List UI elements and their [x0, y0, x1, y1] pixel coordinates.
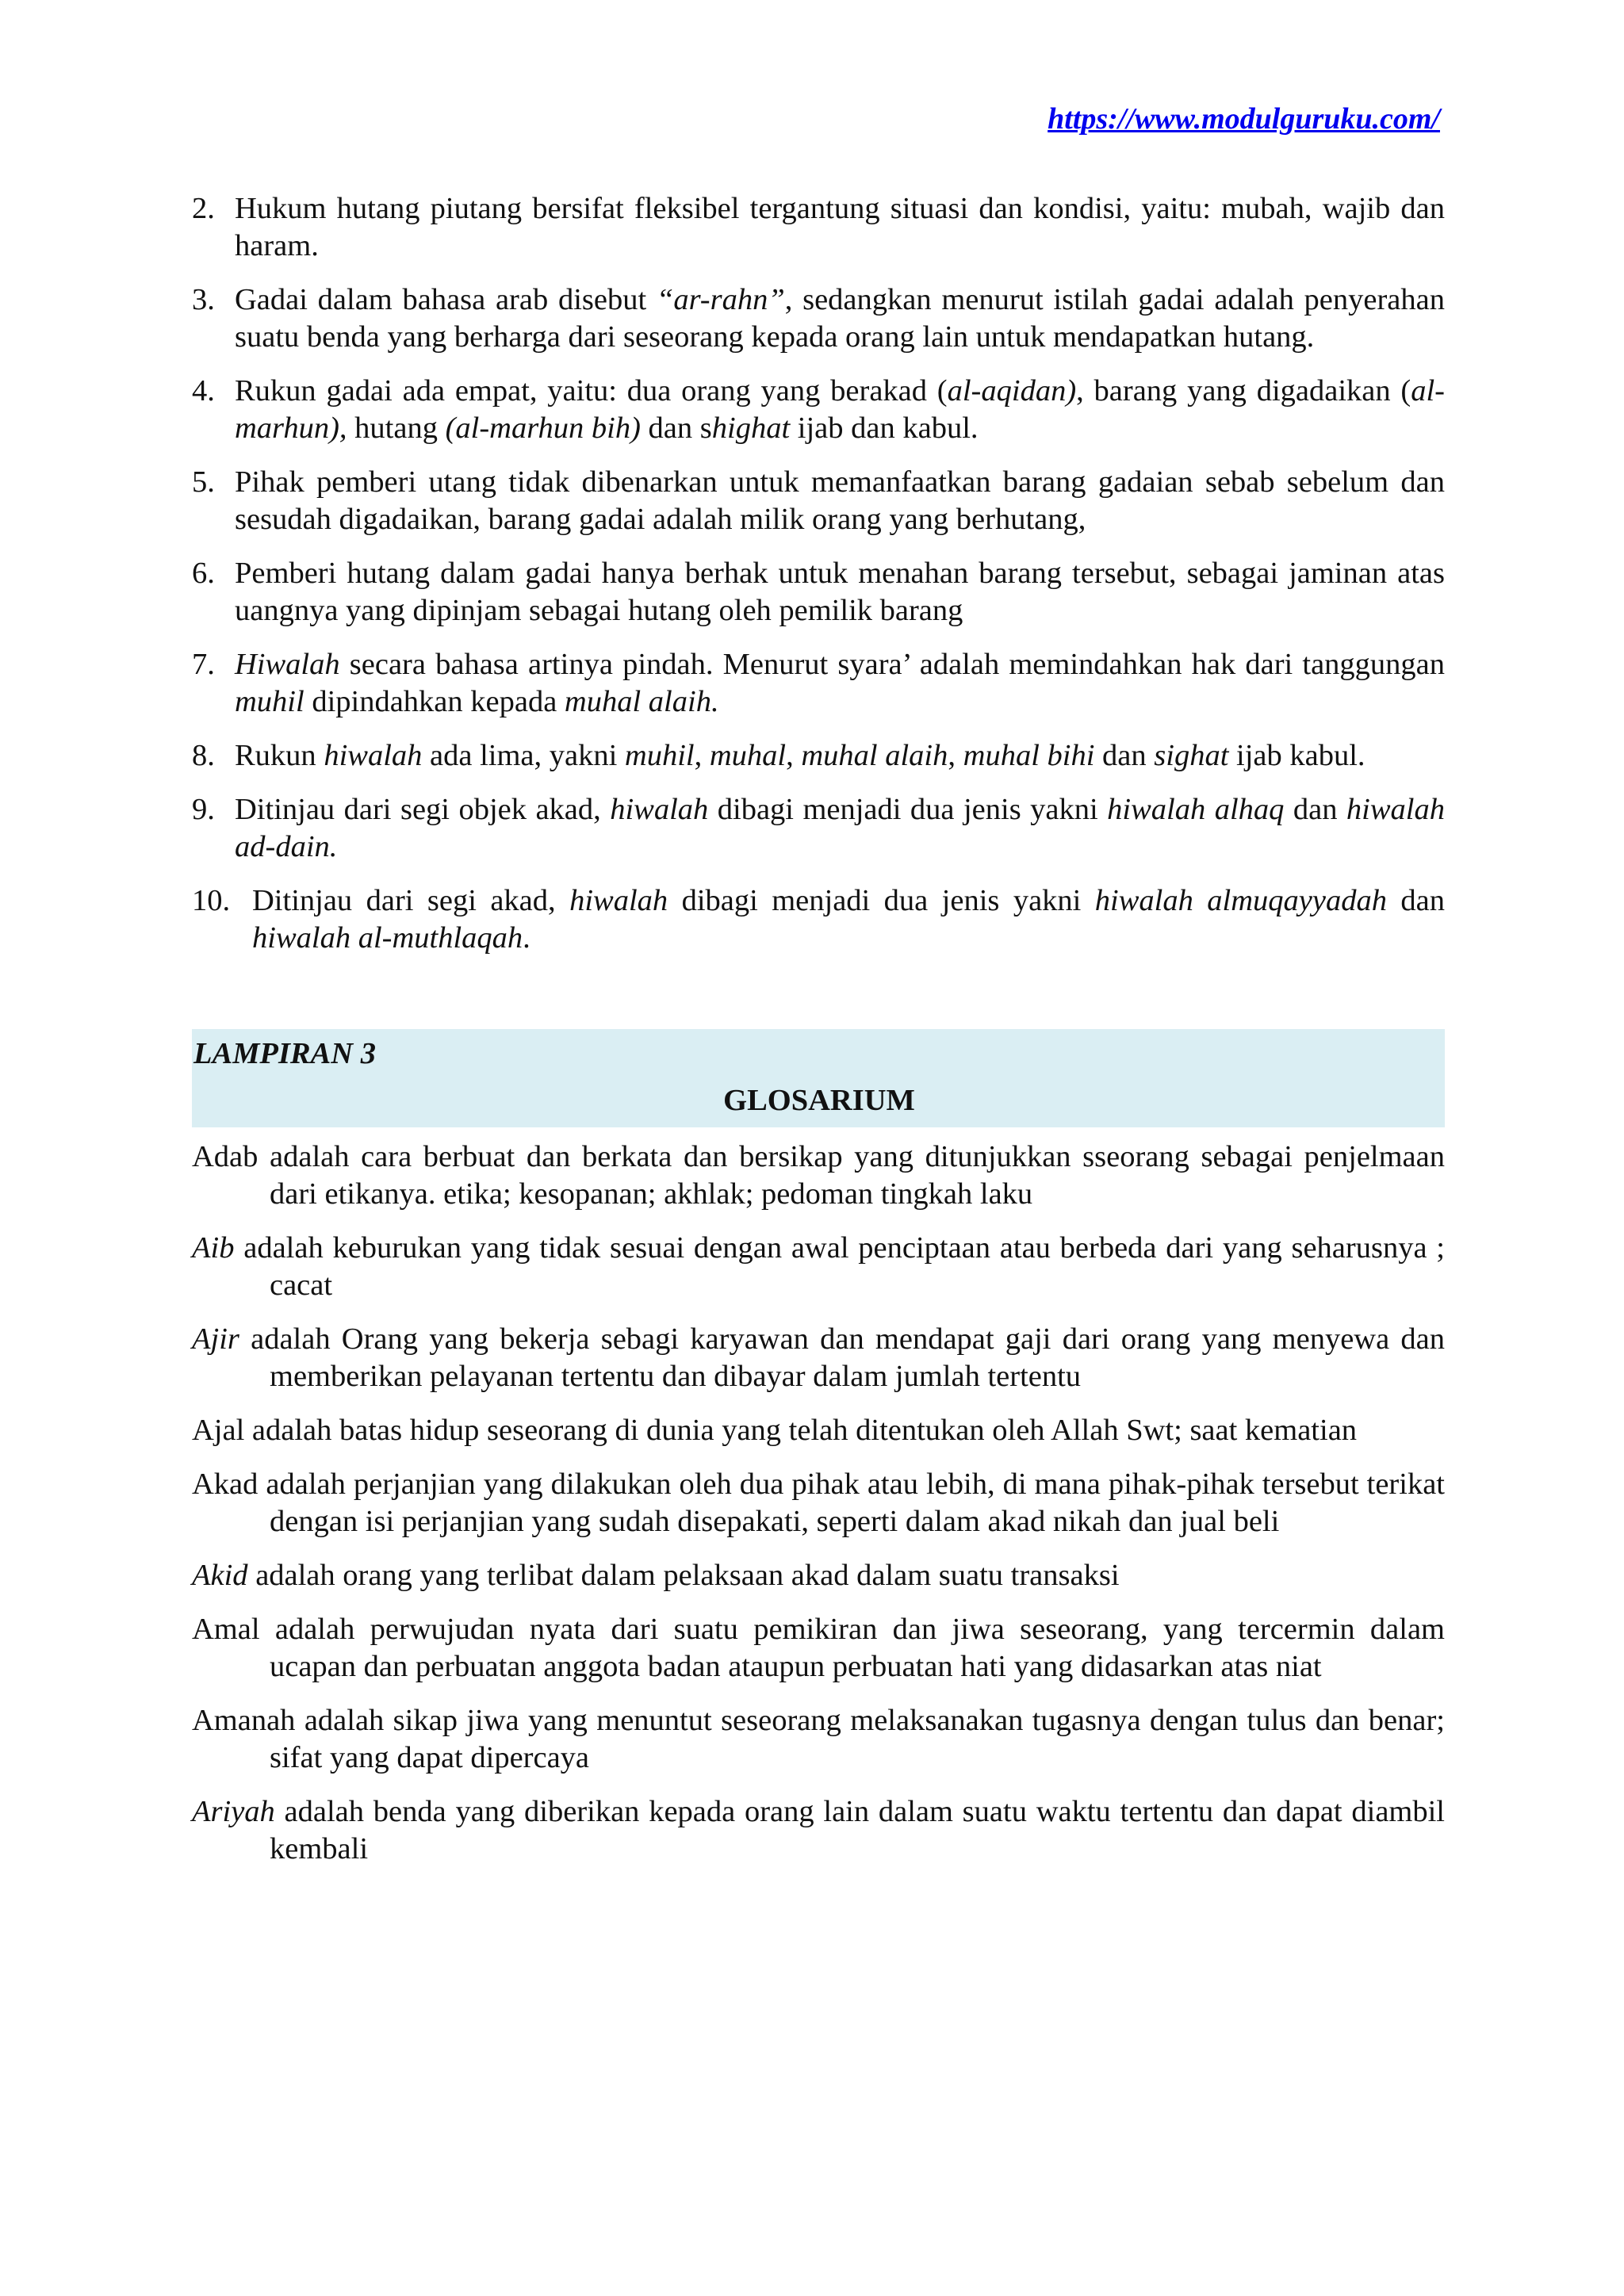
glossary-term: Amanah — [192, 1704, 296, 1737]
glossary-entry — [192, 1557, 1445, 1594]
glossary-title: GLOSARIUM — [723, 1084, 915, 1117]
glossary-term: Ajir — [192, 1322, 239, 1356]
list-item-text: Rukun hiwalah ada lima, yakni muhil, muhal, muhal alaih, muhal bihi dan sighat ijab kabul. — [235, 739, 1365, 772]
glossary-entry — [192, 1230, 1445, 1304]
glossary-entry — [192, 1138, 1445, 1213]
glossary-definition: adalah perwujudan nyata dari suatu pemikiran dan jiwa seseorang, yang tercermin dalam ucapan dan perbuatan anggota badan ataupun perbuatan hati yang didasarkan atas niat — [259, 1613, 1445, 1683]
list-item-text: Gadai dalam bahasa arab disebut “ar-rahn”, sedangkan menurut istilah gadai adalah penyerahan suatu benda yang berharga dari seseorang kepada orang lain untuk mendapatkan hutang. — [235, 283, 1445, 354]
content — [192, 190, 1445, 1885]
list-item-number: 10. — [192, 884, 231, 917]
list-item — [192, 882, 1445, 957]
list-item-number: 4. — [192, 374, 215, 408]
list-item-number: 7. — [192, 648, 215, 681]
glossary-entry — [192, 1793, 1445, 1868]
list-item-text: Ditinjau dari segi akad, hiwalah dibagi menjadi dua jenis yakni hiwalah almuqayyadah dan hiwalah al-muthlaqah. — [252, 884, 1445, 955]
glossary-term: Adab — [192, 1140, 259, 1173]
list-item — [192, 281, 1445, 356]
list-item — [192, 646, 1445, 721]
appendix-label: LAMPIRAN 3 — [193, 1037, 376, 1070]
list-item-number: 5. — [192, 465, 215, 499]
list-item-number: 8. — [192, 739, 215, 772]
glossary-entry — [192, 1702, 1445, 1777]
list-item — [192, 737, 1445, 775]
list-item-text: Hiwalah secara bahasa artinya pindah. Menurut syara’ adalah memindahkan hak dari tanggungan muhil dipindahkan kepada muhal alaih. — [235, 648, 1445, 718]
glossary-definition: adalah keburukan yang tidak sesuai dengan awal penciptaan atau berbeda dari yang seharusnya ; cacat — [234, 1231, 1445, 1302]
list-item-number: 6. — [192, 557, 215, 590]
list-item — [192, 190, 1445, 265]
header-url-link[interactable]: https://www.modulguruku.com/ — [1048, 102, 1440, 136]
glossary-definition: adalah perjanjian yang dilakukan oleh dua pihak atau lebih, di mana pihak-pihak tersebut terikat dengan isi perjanjian yang sudah disepakati, seperti dalam akad nikah dan jual beli — [258, 1468, 1445, 1538]
list-item — [192, 791, 1445, 866]
list-item-text: Rukun gadai ada empat, yaitu: dua orang yang berakad (al-aqidan), barang yang digadaikan (al-marhun), hutang (al-marhun bih) dan shighat ijab dan kabul. — [235, 374, 1445, 445]
glossary-term: Ajal — [192, 1414, 245, 1447]
glossary-term: Akid — [192, 1559, 248, 1592]
list-item — [192, 555, 1445, 629]
list-item-text: Pemberi hutang dalam gadai hanya berhak untuk menahan barang tersebut, sebagai jaminan atas uangnya yang dipinjam sebagai hutang oleh pemilik barang — [235, 557, 1445, 627]
glossary-entry — [192, 1412, 1445, 1449]
glossary-definition: adalah batas hidup seseorang di dunia yang telah ditentukan oleh Allah Swt; saat kematian — [244, 1414, 1358, 1447]
list-item-number: 3. — [192, 283, 215, 316]
glossary-definition: adalah orang yang terlibat dalam pelaksaan akad dalam suatu transaksi — [247, 1559, 1120, 1592]
list-item-text: Pihak pemberi utang tidak dibenarkan untuk memanfaatkan barang gadaian sebab sebelum dan sesudah digadaikan, barang gadai adalah milik orang yang berhutang, — [235, 465, 1445, 536]
appendix-section-header — [192, 1029, 1445, 1127]
glossary-definition: adalah Orang yang bekerja sebagi karyawan dan mendapat gaji dari orang yang menyewa dan memberikan pelayanan tertentu dan dibayar dalam jumlah tertentu — [239, 1322, 1445, 1393]
glossary-definition: adalah sikap jiwa yang menuntut seseorang melaksanakan tugasnya dengan tulus dan benar; sifat yang dapat dipercaya — [270, 1704, 1445, 1774]
glossary-entry — [192, 1321, 1445, 1395]
list-item-number: 2. — [192, 192, 215, 225]
list-item-number: 9. — [192, 793, 215, 826]
glossary-definition: adalah benda yang diberikan kepada orang lain dalam suatu waktu tertentu dan dapat diambil kembali — [270, 1795, 1445, 1866]
list-item-text: Hukum hutang piutang bersifat fleksibel tergantung situasi dan kondisi, yaitu: mubah, wajib dan haram. — [235, 192, 1445, 262]
list-item — [192, 373, 1445, 447]
glossary-definition: adalah cara berbuat dan berkata dan bersikap yang ditunjukkan sseorang sebagai penjelmaan dari etikanya. etika; kesopanan; akhlak; pedoman tingkah laku — [258, 1140, 1445, 1211]
glossary-list — [192, 1138, 1445, 1868]
list-item — [192, 464, 1445, 538]
glossary-term: Aib — [192, 1231, 235, 1265]
list-item-text: Ditinjau dari segi objek akad, hiwalah dibagi menjadi dua jenis yakni hiwalah alhaq dan hiwalah ad-dain. — [235, 793, 1445, 863]
glossary-entry — [192, 1611, 1445, 1686]
glossary-entry — [192, 1466, 1445, 1540]
summary-list — [192, 190, 1445, 957]
glossary-term: Akad — [192, 1468, 259, 1501]
glossary-term: Ariyah — [192, 1795, 275, 1828]
glossary-term: Amal — [192, 1613, 260, 1646]
